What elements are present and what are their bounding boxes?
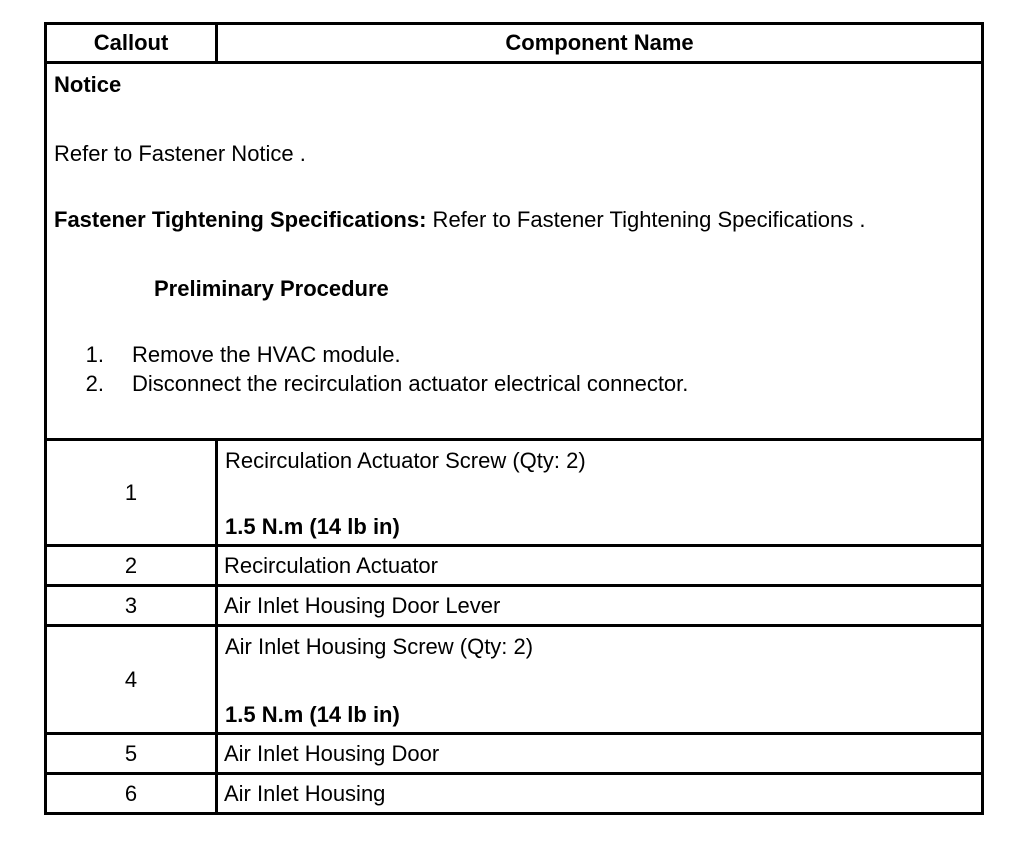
component-name-header: Component Name bbox=[217, 24, 983, 63]
step-number: 1. bbox=[85, 342, 104, 367]
callout-number: 4 bbox=[46, 626, 217, 734]
callout-number: 6 bbox=[46, 774, 217, 814]
component-name: Air Inlet Housing Screw (Qty: 2) bbox=[225, 634, 534, 659]
fastener-spec bbox=[54, 207, 865, 233]
fastener-spec-label: Fastener Tightening Specifications: bbox=[54, 207, 427, 232]
table-header-row bbox=[46, 24, 983, 63]
callout-header: Callout bbox=[46, 24, 217, 63]
table-row bbox=[46, 734, 983, 774]
torque-spec: 1.5 N.m (14 lb in) bbox=[225, 702, 400, 727]
callout-number: 1 bbox=[46, 440, 217, 546]
component-cell bbox=[217, 440, 983, 546]
table-row bbox=[46, 626, 983, 734]
step-text: Remove the HVAC module. bbox=[132, 342, 401, 367]
notice-row bbox=[46, 63, 983, 440]
step-text: Disconnect the recirculation actuator electrical connector. bbox=[132, 371, 689, 396]
callout-number: 2 bbox=[46, 546, 217, 586]
table-row bbox=[46, 774, 983, 814]
component-name: Recirculation Actuator Screw (Qty: 2) bbox=[225, 448, 586, 473]
component-table bbox=[44, 22, 984, 815]
notice-body: Refer to Fastener Notice . bbox=[54, 141, 306, 166]
procedure-step bbox=[54, 342, 401, 368]
procedure-step bbox=[54, 371, 688, 397]
table-row bbox=[46, 586, 983, 626]
component-name: Recirculation Actuator bbox=[217, 546, 983, 586]
step-number: 2. bbox=[85, 371, 104, 396]
notice-cell bbox=[46, 63, 983, 440]
component-name: Air Inlet Housing Door Lever bbox=[217, 586, 983, 626]
notice-title: Notice bbox=[54, 72, 122, 97]
fastener-spec-text: Refer to Fastener Tightening Specifications . bbox=[426, 207, 866, 232]
torque-spec: 1.5 N.m (14 lb in) bbox=[225, 514, 400, 539]
callout-number: 5 bbox=[46, 734, 217, 774]
table-row bbox=[46, 546, 983, 586]
component-cell bbox=[217, 626, 983, 734]
component-name: Air Inlet Housing bbox=[217, 774, 983, 814]
callout-number: 3 bbox=[46, 586, 217, 626]
preliminary-procedure-title: Preliminary Procedure bbox=[154, 276, 389, 301]
table-row bbox=[46, 440, 983, 546]
component-name: Air Inlet Housing Door bbox=[217, 734, 983, 774]
